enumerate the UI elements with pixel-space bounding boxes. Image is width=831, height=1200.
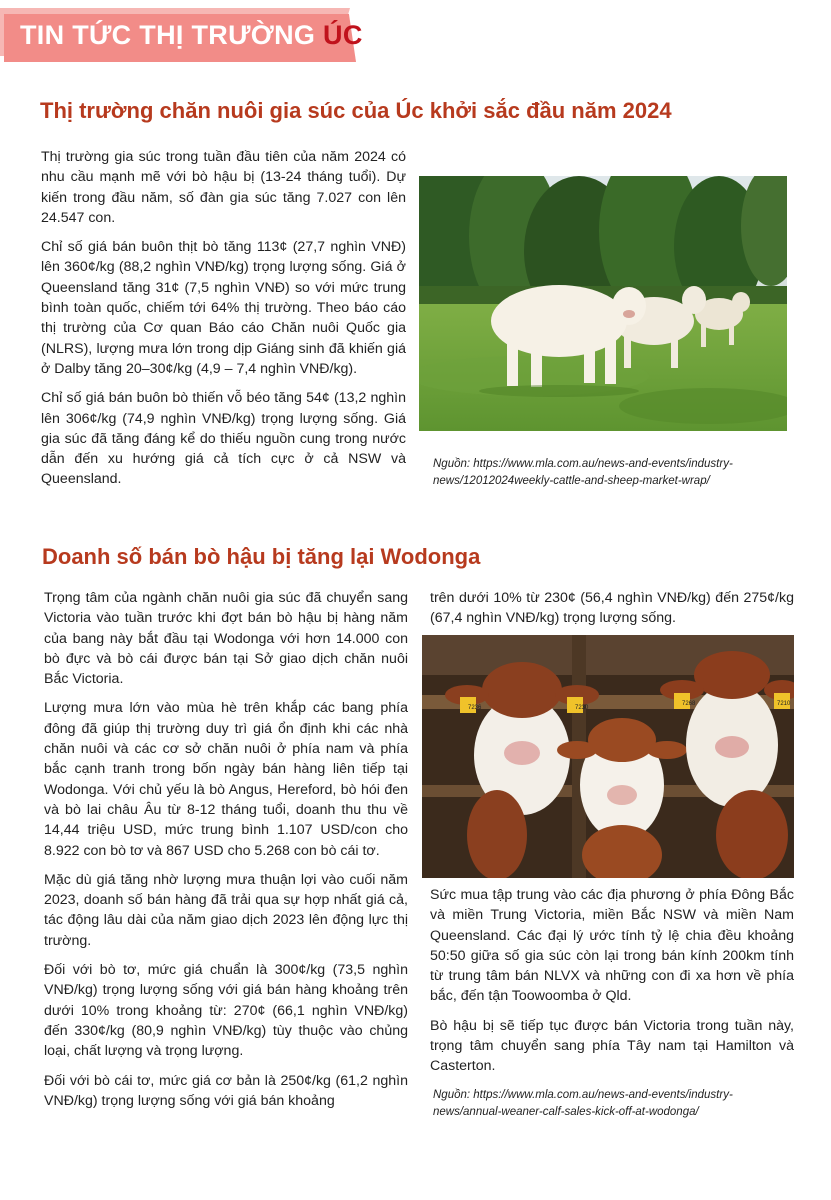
article2-paragraph: Bò hậu bị sẽ tiếp tục được bán Victoria trong tuần này, trọng tâm chuyển sang phía Tây nam tại Hamilton và Casterton. (430, 1017, 794, 1075)
ear-tag-4: 7210 (777, 701, 791, 707)
calves-barn-photo (422, 635, 794, 878)
ear-tag-3: 7268 (682, 701, 696, 707)
article2-source: Nguồn: https://www.mla.com.au/news-and-events/industry-news/annual-weaner-calf-sales-kick-off-at-wodonga/ (433, 1089, 733, 1118)
article2-title: Doanh số bán bò hậu bị tăng lại Wodonga (42, 544, 481, 569)
article1-paragraph: Thị trường gia súc trong tuần đầu tiên của năm 2024 có nhu cầu mạnh mẽ với bò hậu bị (13-24 tháng tuổi). Dự kiến trong đầu năm, số đàn gia súc tăng 7.027 con lên 24.547 con. (41, 149, 406, 226)
article1-title: Thị trường chăn nuôi gia súc của Úc khởi sắc đầu năm 2024 (40, 98, 672, 123)
banner-title (20, 20, 363, 51)
article2-left-column (44, 588, 408, 1120)
article2-paragraph: Trọng tâm của ngành chăn nuôi gia súc đã chuyển sang Victoria vào tuần trước khi đợt bán bò hậu bị hàng năm của bang này bắt đầu tại Wodonga với hơn 14.000 con bò đực và bò cái được bán tại Sở giao dịch chăn nuôi Bắc Victoria. (44, 590, 408, 688)
ear-tag-1: 7236 (468, 705, 482, 711)
banner-title-main: TIN TỨC THỊ TRƯỜNG (20, 20, 324, 50)
article2-paragraph: Đối với bò tơ, mức giá chuẩn là 300¢/kg (73,5 nghìn VNĐ/kg) trọng lượng sống với giá bán hàng khoảng trên dưới 10% trong khoảng từ: 270¢ (66,1 nghìn VNĐ/kg) đến 330¢/kg (80,9 nghìn VNĐ/kg) tùy thuộc vào chủng loại, chất lượng và trọng lượng. (44, 962, 408, 1060)
article1-source: Nguồn: https://www.mla.com.au/news-and-events/industry-news/12012024weekly-cattle-and-sheep-market-wrap/ (433, 458, 733, 487)
banner-title-accent: ÚC (323, 20, 363, 50)
article1-paragraph: Chỉ số giá bán buôn thịt bò tăng 113¢ (27,7 nghìn VNĐ) lên 360¢/kg (88,2 nghìn VNĐ/kg) trọng lượng sống. Giá ở Queensland tăng 31¢ (7,5 nghìn VNĐ) so với mức trung bình toàn quốc, chiếm tới 64% thị trường. Theo báo cáo thị trường của Cơ quan Báo cáo Chăn nuôi Quốc gia (NLRS), lượng mưa lớn trong dịp Giáng sinh đã khiến giá ở Dalby tăng 20–30¢/kg (4,9 – 7,4 nghìn VNĐ/kg). (41, 239, 406, 377)
article2-right-top (430, 588, 794, 638)
article2-right-column (430, 885, 794, 1086)
article2-paragraph: Mặc dù giá tăng nhờ lượng mưa thuận lợi vào cuối năm 2023, doanh số bán hàng đã trải qua sự hợp nhất giá cả, tác động lâu dài của năm giao dịch 2023 lên động lực thị trường. (44, 871, 408, 949)
section-banner (0, 8, 363, 66)
article1-paragraph: Chỉ số giá bán buôn bò thiến vỗ béo tăng 54¢ (13,2 nghìn lên 306¢/kg (74,9 nghìn VNĐ/kg) trọng lượng sống. Giá gia súc đã tăng đáng kể do thiếu nguồn cung trong nước dẫn đến xu hướng giá cả tích cực ở cả NSW và Queensland. (41, 390, 406, 488)
article2-paragraph: Lượng mưa lớn vào mùa hè trên khắp các bang phía đông đã giúp thị trường duy trì giá ổn định khi các nhà chăn nuôi và các cơ sở chăn nuôi ở phía nam và phía bắc cạnh tranh trong bốn ngày bán hàng liên tiếp tại Wodonga. Với chủ yếu là bò Angus, Hereford, bò hói đen và bò lai châu Âu từ 8-12 tháng tuổi, doanh thu thu về 14,44 triệu USD, mức trung bình 1.107 USD/con cho 8.922 con bò tơ và 867 USD cho 5.268 con bò cái tơ. (44, 700, 408, 859)
article2-paragraph: Đối với bò cái tơ, mức giá cơ bản là 250¢/kg (61,2 nghìn VNĐ/kg) trọng lượng sống với giá bán khoảng (44, 1072, 408, 1109)
article2-paragraph: Sức mua tập trung vào các địa phương ở phía Đông Bắc và miền Trung Victoria, miền Bắc NSW và miền Nam Queensland. Các đại lý ước tính tỷ lệ chia đều khoảng 50:50 giữa số gia súc còn lại trong bán kính 200km tính từ trung tâm bán NLVX và những con đi xa hơn về phía bắc, đến tận Toowoomba ở Qld. (430, 887, 794, 1005)
ear-tag-2: 7230 (575, 705, 589, 711)
cattle-pasture-photo (419, 176, 787, 431)
article2-paragraph: trên dưới 10% từ 230¢ (56,4 nghìn VNĐ/kg) đến 275¢/kg (67,4 nghìn VNĐ/kg) trọng lượng sống. (430, 590, 794, 627)
article1-text (41, 147, 406, 499)
